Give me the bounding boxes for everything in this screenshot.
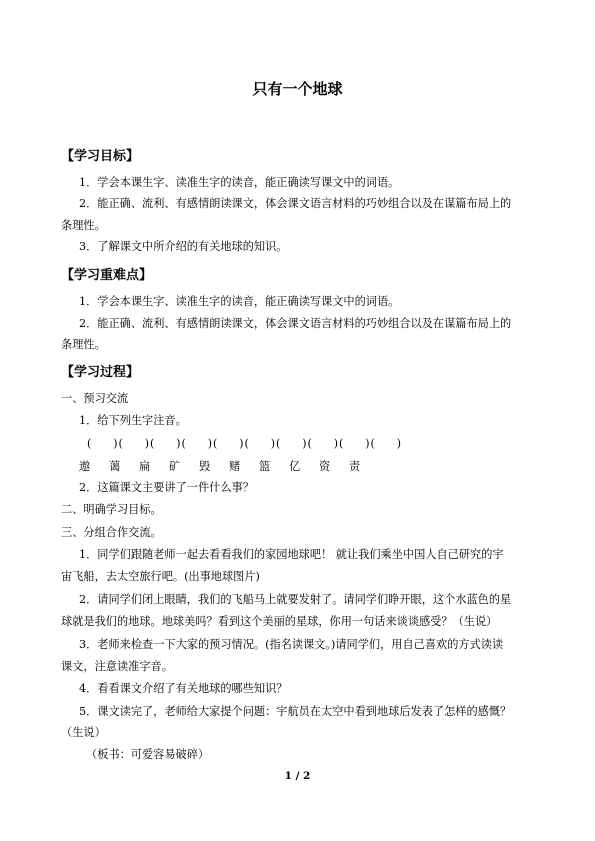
page-title: 只有一个地球 — [252, 80, 343, 98]
vocab-char: 矿 — [169, 460, 181, 473]
vocab-char: 毁 — [199, 460, 211, 473]
activity-4: 4．看看课文介绍了有关地球的哪些知识？ — [79, 682, 288, 695]
section-heading-process: 【学习过程】 — [61, 365, 140, 380]
board-note: （板书：可爱容易破碎） — [86, 748, 210, 761]
vocab-char: 责 — [349, 460, 361, 473]
activity-5: 5．课文读完了，老师给大家提个问题：宇航员在太空中看到地球后发表了怎样的感慨？ — [79, 705, 512, 718]
activity-3: 3．老师来检查一下大家的预习情况。(指名读课文。)请同学们，用自己喜欢的方式读读 — [79, 638, 504, 651]
section-heading-key-points: 【学习重难点】 — [61, 268, 153, 283]
pinyin-blank: ( ) — [276, 437, 307, 450]
process-step-1-2: 2．这篇课文主要讲了一件什么事？ — [79, 481, 254, 494]
process-step-1: 一、预习交流 — [61, 392, 129, 405]
activity-2: 2．请同学们闭上眼睛，我们的飞船马上就要发射了。请同学们睁开眼，这个水蓝色的星 — [79, 593, 512, 606]
activity-5-cont: （生说） — [61, 726, 106, 739]
goal-item-2: 2．能正确、流利、有感情朗读课文，体会课文语言材料的巧妙组合以及在谋篇布局上的 — [79, 197, 512, 210]
pinyin-blank: ( ) — [339, 437, 370, 450]
goal-item-1: 1．学会本课生字、读准生字的读音，能正确读写课文中的词语。 — [79, 176, 400, 189]
pinyin-blank: ( ) — [87, 437, 118, 450]
vocab-char: 赌 — [229, 460, 241, 473]
vocab-char: 蔼 — [109, 460, 121, 473]
activity-2-cont: 球就是我们的地球。地球美吗？看到这个美丽的星球，你用一句话来谈谈感受？（生说） — [61, 615, 498, 628]
activity-1: 1．同学们跟随老师一起去看看我们的家园地球吧！ 就让我们乘坐中国人自己研究的宇 — [79, 548, 504, 561]
key-point-item-2-cont: 条理性。 — [61, 338, 106, 351]
process-step-1-1: 1．给下列生字注音。 — [79, 414, 187, 427]
pinyin-blank: ( ) — [307, 437, 339, 450]
key-point-item-1: 1．学会本课生字、读准生字的读音，能正确读写课文中的词语。 — [79, 295, 400, 308]
pinyin-blank: ( ) — [213, 437, 244, 450]
pinyin-blank: ( ) — [244, 437, 276, 450]
activity-3-cont: 课文，注意读准字音。 — [61, 660, 173, 673]
vocab-char: 扁 — [139, 460, 151, 473]
pinyin-blank: ( ) — [181, 437, 213, 450]
goal-item-2-cont: 条理性。 — [61, 219, 106, 232]
pinyin-blanks-row — [87, 435, 427, 451]
pinyin-blank: ( ) — [118, 437, 150, 450]
vocab-char: 遨 — [79, 460, 91, 473]
process-step-3: 三、分组合作交流。 — [61, 526, 162, 539]
vocab-char: 资 — [319, 460, 331, 473]
key-point-item-2: 2．能正确、流利、有感情朗读课文，体会课文语言材料的巧妙组合以及在谋篇布局上的 — [79, 317, 512, 330]
vocab-char: 篮 — [259, 460, 271, 473]
process-step-2: 二、明确学习目标。 — [61, 503, 162, 516]
goal-item-3: 3．了解课文中所介绍的有关地球的知识。 — [79, 240, 288, 253]
pinyin-blank: ( ) — [370, 437, 402, 450]
vocab-characters-row — [79, 458, 419, 474]
page-number: 1 / 2 — [284, 770, 311, 782]
section-heading-goals: 【学习目标】 — [61, 149, 140, 164]
vocab-char: 亿 — [289, 460, 301, 473]
pinyin-blank: ( ) — [150, 437, 181, 450]
activity-1-cont: 宙飞船，去太空旅行吧。(出事地球图片) — [61, 570, 260, 583]
